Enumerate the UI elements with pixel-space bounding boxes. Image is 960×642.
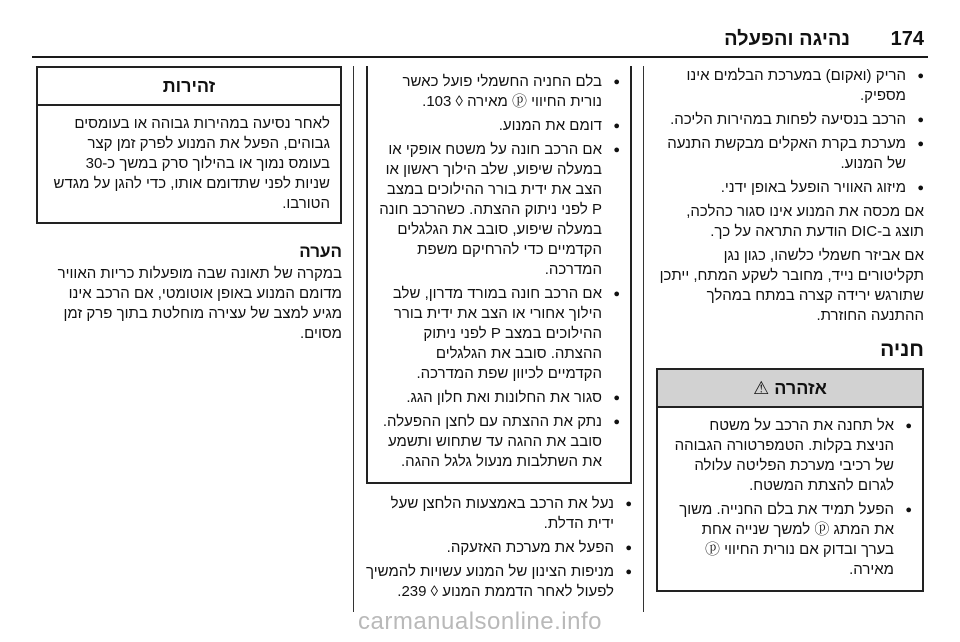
note-text: במקרה של תאונה שבה מופעלות כריות האוויר מדומם המנוע באופן אוטומטי, אם הרכב אינו מגיע למצב של עצירה מוחלטת בתוך פרק זמן מסוים. [57, 265, 342, 342]
list-item: ● בלם החניה החשמלי פועל כאשר נורית החיווי ⓟ מאירה ◊ 103. [378, 72, 620, 112]
middle-bullet-list [366, 494, 632, 602]
list-item: ● אם הרכב חונה במורד מדרון, שלב הילוך אחורי או הצב את ידית בורר ההילוכים במצב P לפני ניתוק ההצתה. סובב את הגלגלים הקדמיים לכיוון שפת המדרכה. [378, 284, 620, 384]
list-item: ● נעל את הרכב באמצעות הלחצן שעל ידית הדלת. [366, 494, 632, 534]
right-column [656, 66, 924, 592]
section-title: חניה [880, 338, 924, 361]
note-title: הערה [299, 242, 342, 261]
caution-text: לאחר נסיעה במהירות גבוהה או בעומסים גבוהים, הפעל את המנוע לפרק זמן קצר בעומס נמוך או בהילוך סרק במשך כ-30 שניות לפני שתדומם אותו, כדי להגן על מגדש הטורבו. [53, 115, 330, 212]
list-item: ● סגור את החלונות ואת חלון הגג. [378, 388, 620, 408]
column-divider-left [353, 66, 354, 612]
page-number: 174 [890, 28, 924, 50]
header-rule [32, 56, 928, 58]
list-item: ● הפעל תמיד את בלם החנייה. משוך את המתג ⓟ למשך שנייה אחת בערך ובדוק אם נורית החיווי ⓟ מאירה. [668, 500, 912, 580]
body-paragraph: אם אביזר חשמלי כלשהו, כגון נגן תקליטורים נייד, מחובר לשקע המתח, ייתכן שתורגש ירידה קצרה במתח במהלך ההתנעה החוזרת. [659, 247, 924, 324]
list-item: ● מערכת בקרת האקלים מבקשת התנעה של המנוע. [656, 134, 924, 174]
list-item: ● אל תחנה את הרכב על משטח הניצת בקלות. הטמפרטורה הגבוהה של רכיבי מערכת הפליטה עלולה לגרום להצתת המשטח. [668, 416, 912, 496]
continued-box [366, 66, 632, 484]
watermark: carmanualsonline.info [358, 608, 602, 635]
left-column [36, 66, 342, 348]
list-item: ● הרכב בנסיעה לפחות במהירות הליכה. [656, 110, 924, 130]
middle-column [366, 66, 632, 606]
caution-title: זהירות [38, 68, 340, 106]
column-divider-right [643, 66, 644, 612]
warning-header [658, 370, 922, 408]
list-item: ● מניפות הצינון של המנוע עשויות להמשיך לפעול לאחר הדממת המנוע ◊ 239. [366, 562, 632, 602]
list-item: ● דומם את המנוע. [378, 116, 620, 136]
warning-triangle-icon: ⚠ [753, 378, 770, 398]
list-item: ● הריק (ואקום) במערכת הבלמים אינו מספיק. [656, 66, 924, 106]
list-item: ● מיזוג האוויר הופעל באופן ידני. [656, 178, 924, 198]
caution-box [36, 66, 342, 224]
body-paragraph: אם מכסה את המנוע אינו סגור כהלכה, תוצג ב-DIC הודעת התראה על כך. [686, 203, 924, 240]
warning-box [656, 368, 924, 592]
list-item: ● נתק את ההצתה עם לחצן ההפעלה. סובב את ההגה עד שתחוש ותשמע את השתלבות מנעול גלגל ההגה. [378, 412, 620, 472]
chapter-title: נהיגה והפעלה [724, 28, 850, 50]
list-item: ● הפעל את מערכת האזעקה. [366, 538, 632, 558]
warning-title: אזהרה [774, 378, 827, 398]
list-item: ● אם הרכב חונה על משטח אופקי או במעלה שיפוע, שלב הילוך ראשון או הצב את ידית בורר ההילוכים במצב P לפני ניתוק ההצתה. כשהרכב חונה במעלה שיפוע, סובב את הגלגלים הקדמיים כדי להרחיקם משפת המדרכה. [378, 140, 620, 280]
warning-body [658, 408, 922, 590]
right-bullet-list [656, 66, 924, 198]
